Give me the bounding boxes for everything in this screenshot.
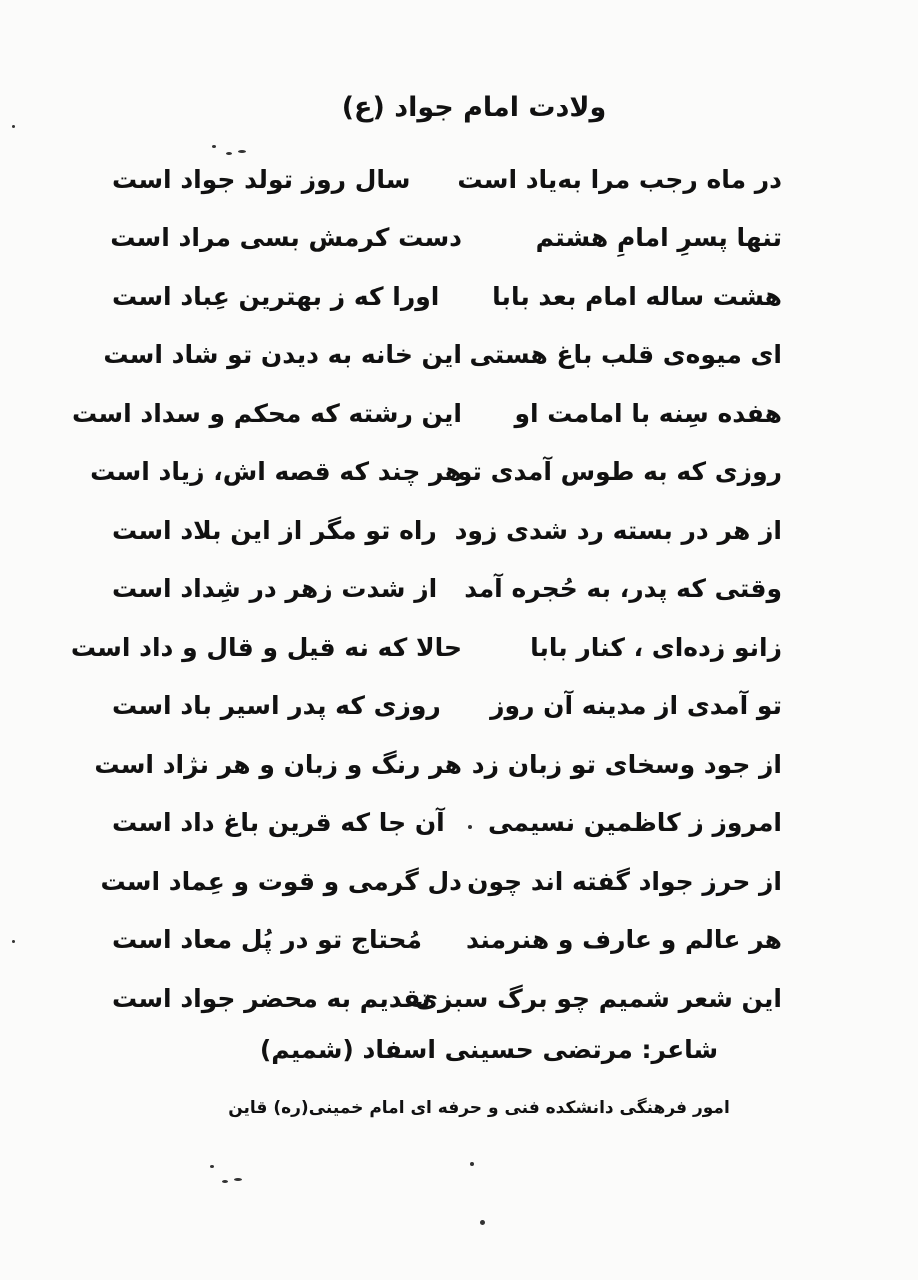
scan-speck <box>212 145 216 148</box>
couplet <box>94 735 790 794</box>
institution-footer: امور فرهنگی دانشکده فنی و حرفه ای امام خمینی(ره) قاین <box>228 1098 730 1118</box>
poet-credit: شاعر: مرتضی حسینی اسفاد (شمیم) <box>259 1035 719 1064</box>
first-hemistich: وقتی که پدر، به حُجره آمد <box>464 574 782 604</box>
couplet <box>110 267 790 326</box>
second-hemistich: این خانه به دیدن تو شاد است <box>103 340 462 370</box>
couplet <box>70 618 790 677</box>
second-hemistich: این رشته که محکم و سداد است <box>72 398 462 428</box>
couplet <box>110 560 790 619</box>
first-hemistich: از هر در بسته رد شدی زود <box>454 515 782 545</box>
couplet <box>110 969 790 1028</box>
first-hemistich: از جود وسخای تو زبان زد <box>471 749 782 779</box>
couplet <box>72 384 790 443</box>
couplet <box>110 209 790 268</box>
scan-speck <box>470 1162 474 1166</box>
first-hemistich: هشت ساله امام بعد بابا <box>492 281 782 311</box>
second-hemistich: دل گرمی و قوت و عِماد است <box>100 866 462 896</box>
couplet <box>110 911 790 970</box>
first-hemistich: امروز ز کاظمین نسیمی <box>487 808 782 838</box>
couplet <box>110 501 790 560</box>
scan-speck <box>210 1165 214 1168</box>
scan-speck <box>12 125 15 128</box>
second-hemistich: دست کرمش بسی مراد است <box>110 223 462 253</box>
second-hemistich: تقدیم به محضر جواد است <box>112 983 431 1013</box>
couplet <box>103 326 790 385</box>
first-hemistich: هر عالم و عارف و هنرمند <box>465 925 782 955</box>
first-hemistich: در ماه رجب مرا به‌یاد است <box>457 164 782 194</box>
scan-speck <box>234 1178 242 1181</box>
first-hemistich: هفده سِنه با امامت او <box>514 398 782 428</box>
poem-verses <box>70 150 790 1028</box>
couplet <box>100 852 790 911</box>
first-hemistich: این شعر شمیم چو برگ سبزی <box>415 983 782 1013</box>
scan-speck <box>226 152 232 155</box>
first-hemistich: ای میوه‌ی قلب باغ هستی <box>469 340 782 370</box>
first-hemistich: از حرز جواد گفته اند چون <box>467 866 782 896</box>
first-hemistich: روزی که به طوس آمدی تو <box>456 457 782 487</box>
second-hemistich: اورا که ز بهترین عِباد است <box>112 281 440 311</box>
scan-speck <box>12 940 15 943</box>
second-hemistich: هر چند که قصه اش، زیاد است <box>90 457 462 487</box>
scan-speck <box>222 1180 228 1183</box>
couplet <box>110 150 790 209</box>
scan-speck <box>468 825 472 829</box>
second-hemistich: روزی که پدر اسیر باد است <box>112 691 441 721</box>
first-hemistich: زانو زده‌ای ، کنار بابا <box>530 632 782 662</box>
couplet <box>90 443 790 502</box>
couplet <box>110 677 790 736</box>
couplet <box>110 794 790 853</box>
scan-speck <box>238 150 246 153</box>
second-hemistich: سال روز تولد جواد است <box>112 164 411 194</box>
second-hemistich: هر رنگ و زبان و هر نژاد است <box>94 749 462 779</box>
second-hemistich: مُحتاج تو در پُل معاد است <box>112 925 423 955</box>
second-hemistich: حالا که نه قیل و قال و داد است <box>70 632 462 662</box>
second-hemistich: راه تو مگر از این بلاد است <box>112 515 437 545</box>
first-hemistich: تو آمدی از مدینه آن روز <box>490 691 782 721</box>
first-hemistich: تنها پسرِ امامِ هشتم <box>535 223 782 253</box>
poem-title: ولادت امام جواد (ع) <box>341 92 607 123</box>
scan-speck <box>480 1220 485 1225</box>
second-hemistich: از شدت زهر در شِداد است <box>112 574 438 604</box>
second-hemistich: آن جا که قرین باغ داد است <box>112 808 445 838</box>
